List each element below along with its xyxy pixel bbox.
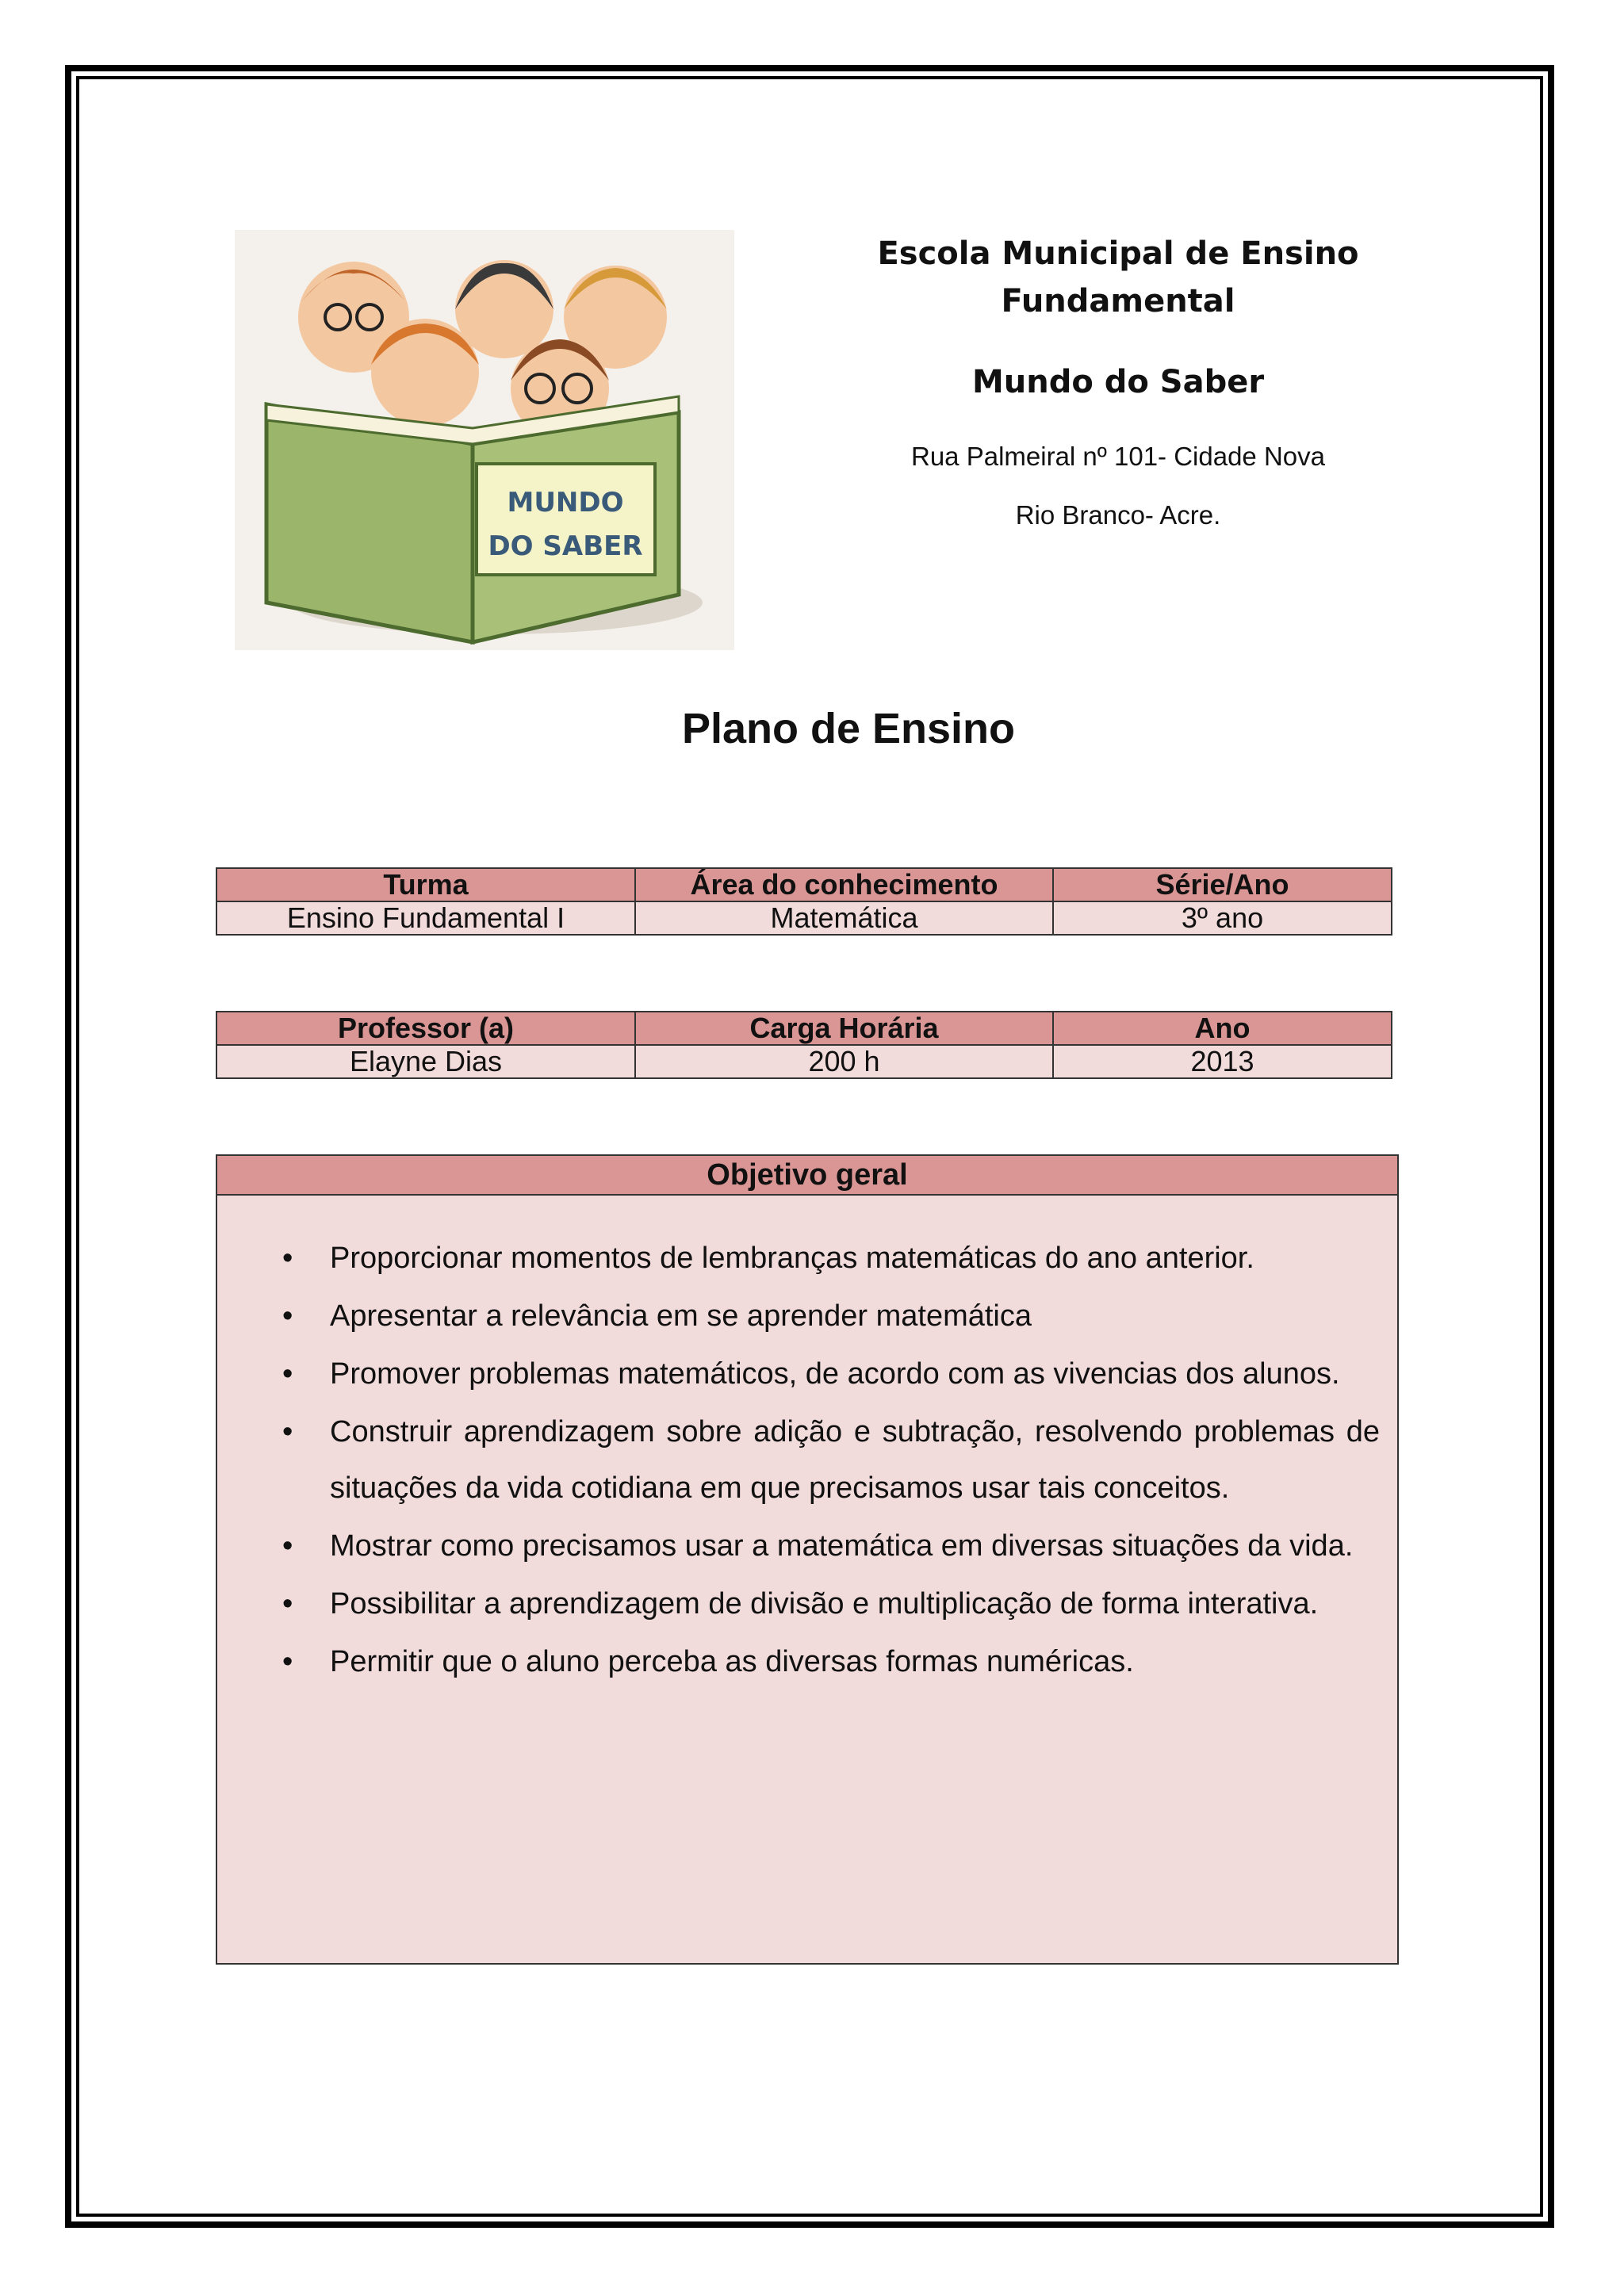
objective-box	[216, 1154, 1399, 1965]
school-address: Rua Palmeiral nº 101- Cidade Nova	[911, 442, 1325, 471]
class-info-table	[216, 867, 1392, 936]
header-professor: Professor (a)	[216, 1012, 635, 1045]
bullet-icon: •	[282, 1529, 293, 1563]
cell-area: Matemática	[635, 901, 1053, 935]
list-item: • Proporcionar momentos de lembranças matemáticas do ano anterior.	[330, 1230, 1380, 1287]
header-carga: Carga Horária	[635, 1012, 1053, 1045]
svg-text:MUNDO: MUNDO	[507, 487, 624, 519]
bullet-icon: •	[282, 1357, 293, 1391]
list-item: • Mostrar como precisamos usar a matemática em diversas situações da vida.	[330, 1518, 1380, 1575]
school-name: Escola Municipal de Ensino Fundamental	[877, 235, 1359, 320]
list-item: • Promover problemas matemáticos, de acordo com as vivencias dos alunos.	[330, 1346, 1380, 1402]
list-item: • Permitir que o aluno perceba as diversas formas numéricas.	[330, 1634, 1380, 1690]
cell-serie: 3º ano	[1053, 901, 1392, 935]
cell-ano: 2013	[1053, 1045, 1392, 1078]
header-turma: Turma	[216, 868, 635, 901]
school-header	[761, 230, 1475, 531]
header-serie: Série/Ano	[1053, 868, 1392, 901]
table-row	[216, 1045, 1392, 1078]
bullet-icon: •	[282, 1299, 293, 1333]
cell-turma: Ensino Fundamental I	[216, 901, 635, 935]
header-area: Área do conhecimento	[635, 868, 1053, 901]
school-logo	[235, 230, 734, 650]
table-header-row	[216, 1012, 1392, 1045]
cell-professor: Elayne Dias	[216, 1045, 635, 1078]
list-item: • Apresentar a relevância em se aprender matemática	[330, 1288, 1380, 1345]
list-item: • Possibilitar a aprendizagem de divisão e multiplicação de forma interativa.	[330, 1576, 1380, 1632]
school-subname: Mundo do Saber	[971, 364, 1265, 400]
list-item: • Construir aprendizagem sobre adição e subtração, resolvendo problemas de situações da vida cotidiana em que precisamos usar tais conceitos.	[330, 1404, 1380, 1517]
child-face-4	[371, 319, 479, 427]
bullet-icon: •	[282, 1415, 293, 1448]
cell-carga: 200 h	[635, 1045, 1053, 1078]
objective-heading: Objetivo geral	[217, 1156, 1397, 1196]
teacher-info-table	[216, 1011, 1392, 1079]
bullet-icon: •	[282, 1645, 293, 1678]
bullet-icon: •	[282, 1587, 293, 1621]
table-header-row	[216, 868, 1392, 901]
objective-list	[217, 1196, 1397, 1690]
page-title: Plano de Ensino	[681, 705, 1016, 752]
school-city: Rio Branco- Acre.	[1015, 500, 1221, 530]
table-row	[216, 901, 1392, 935]
svg-text:DO SABER: DO SABER	[488, 530, 643, 562]
header-ano: Ano	[1053, 1012, 1392, 1045]
bullet-icon: •	[282, 1242, 293, 1275]
